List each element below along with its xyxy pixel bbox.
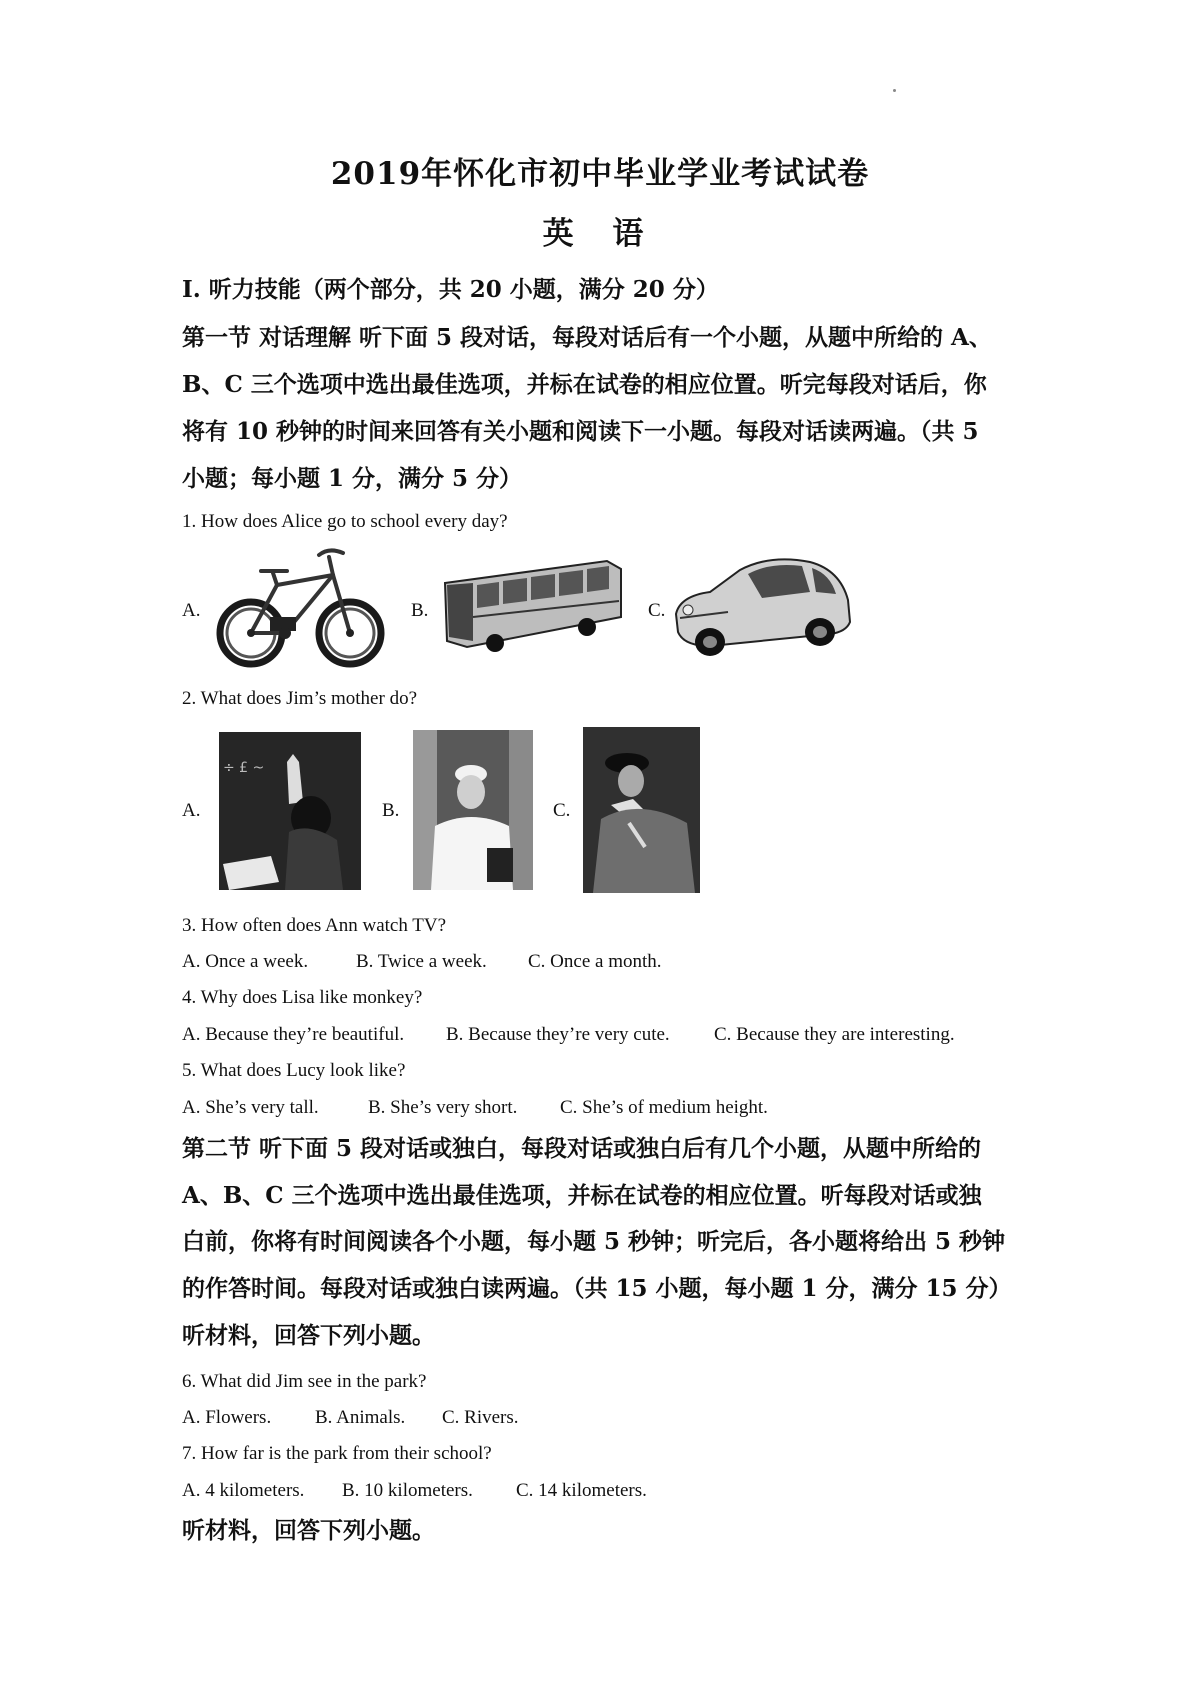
question-7: 7. How far is the park from their school? [182,1443,492,1464]
option-b: B. Twice a week. [356,951,487,972]
teacher-photo [219,732,361,890]
nurse-photo [413,730,533,890]
part2-instruction-line: 第二节 听下面 5 段对话或独白，每段对话或独白后有几个小题，从题中所给的 [182,1135,982,1162]
listen-instruction: 听材料，回答下列小题。 [182,1517,435,1544]
question-6: 6. What did Jim see in the park? [182,1371,427,1392]
part2-instruction-line: 白前，你将有时间阅读各个小题，每小题 5 秒钟；听完后，各小题将给出 5 秒钟 [182,1228,1006,1255]
bus-image [437,555,625,655]
option-c: C. She’s of medium height. [560,1097,768,1118]
scan-speck [893,89,896,92]
option-c: C. Rivers. [442,1407,519,1428]
part1-instruction-line: 小题；每小题 1 分，满分 5 分） [182,465,523,492]
option-a: A. 4 kilometers. [182,1480,305,1501]
listen-instruction: 听材料，回答下列小题。 [182,1322,435,1349]
part2-instruction-line: 的作答时间。每段对话或独白读两遍。（共 15 小题，每小题 1 分，满分 15 分） [182,1275,1012,1302]
police-officer-photo [583,727,700,893]
option-b: B. She’s very short. [368,1097,518,1118]
question-2: 2. What does Jim’s mother do? [182,688,418,709]
option-label: B. [382,800,400,821]
svg-text:÷ £ ~: ÷ £ ~ [223,760,265,776]
car-image [670,548,855,663]
question-1: 1. How does Alice go to school every day? [182,511,508,532]
subject-title: 英 语 [542,216,658,252]
option-label: C. [553,800,571,821]
part1-instruction-line: 将有 10 秒钟的时间来回答有关小题和阅读下一小题。每段对话读两遍。（共 5 [182,418,979,445]
option-label: A. [182,800,201,821]
section-heading: I. 听力技能（两个部分，共 20 小题，满分 20 分） [182,276,719,303]
question-5: 5. What does Lucy look like? [182,1060,406,1081]
bicycle-image [215,545,390,670]
option-a: A. Once a week. [182,951,309,972]
option-label: C. [648,600,666,621]
option-a: A. Because they’re beautiful. [182,1024,405,1045]
option-b: B. Animals. [315,1407,406,1428]
option-b: B. Because they’re very cute. [446,1024,670,1045]
part2-instruction-line: A、B、C 三个选项中选出最佳选项，并标在试卷的相应位置。听每段对话或独 [182,1182,982,1209]
option-label: A. [182,600,201,621]
question-4: 4. Why does Lisa like monkey? [182,987,423,1008]
exam-title: 2019年怀化市初中毕业学业考试试卷 [330,156,870,192]
option-c: C. Because they are interesting. [714,1024,955,1045]
option-a: A. Flowers. [182,1407,272,1428]
option-a: A. She’s very tall. [182,1097,319,1118]
option-label: B. [411,600,429,621]
part1-instruction-line: B、C 三个选项中选出最佳选项，并标在试卷的相应位置。听完每段对话后，你 [182,371,987,398]
part1-instruction-line: 第一节 对话理解 听下面 5 段对话，每段对话后有一个小题，从题中所给的 A、 [182,324,992,351]
option-c: C. 14 kilometers. [516,1480,647,1501]
option-b: B. 10 kilometers. [342,1480,473,1501]
question-3: 3. How often does Ann watch TV? [182,915,447,936]
option-c: C. Once a month. [528,951,662,972]
